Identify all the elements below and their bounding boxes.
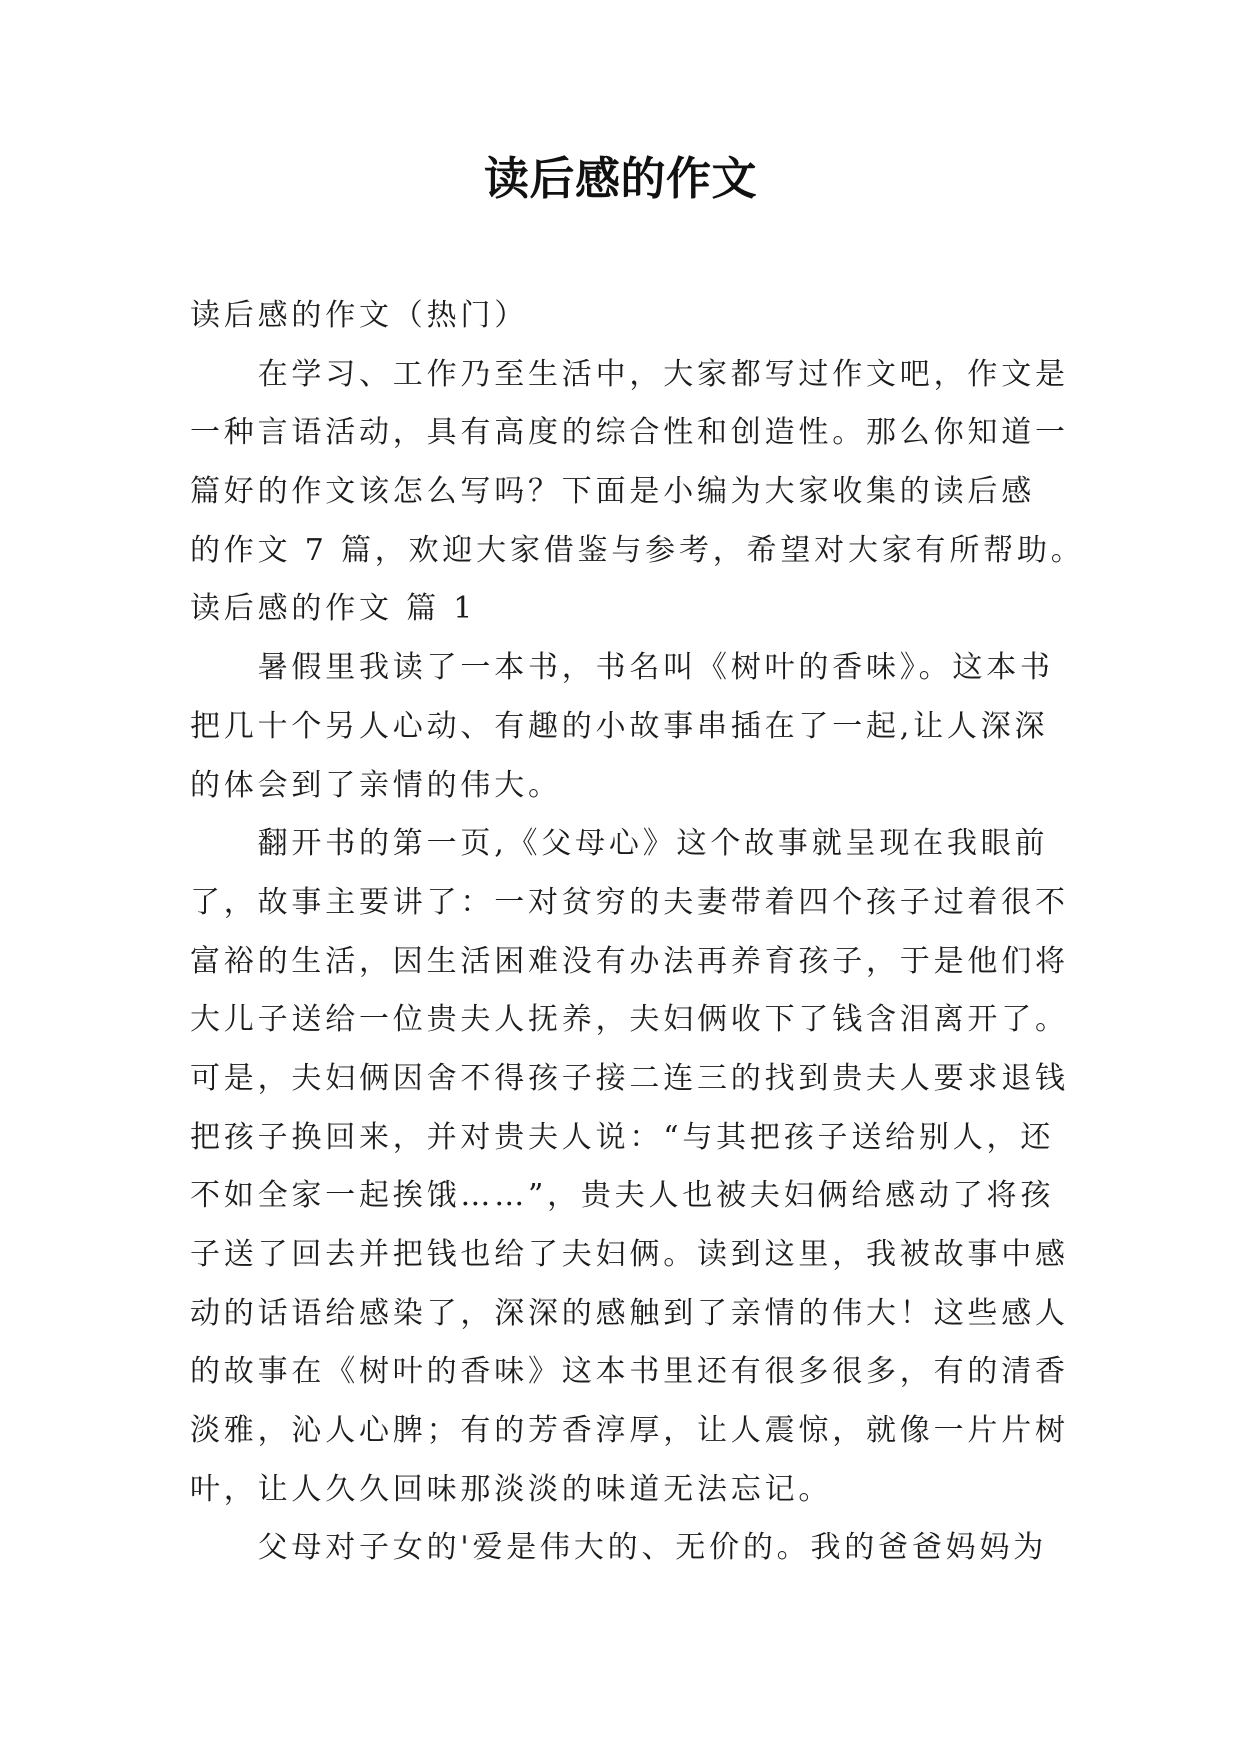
page-title: 读后感的作文 bbox=[483, 152, 757, 205]
section-heading: 读后感的作文 篇 1 bbox=[190, 591, 477, 627]
paragraph-line: 把几十个另人心动、有趣的小故事串插在了一起,让人深深 bbox=[190, 708, 1049, 744]
paragraph-line: 父母对子女的'爱是伟大的、无价的。我的爸爸妈妈为 bbox=[257, 1530, 1048, 1566]
paragraph-line: 子送了回去并把钱也给了夫妇俩。读到这里，我被故事中感 bbox=[190, 1237, 1069, 1272]
paragraph bbox=[190, 1519, 1150, 1578]
intro-paragraph bbox=[190, 346, 1150, 581]
paragraph-line: 在学习、工作乃至生活中，大家都写过作文吧，作文是 bbox=[257, 356, 1069, 392]
paragraph-line: 淡雅，沁人心脾；有的芳香淳厚，让人震惊，就像一片片树 bbox=[190, 1413, 1069, 1449]
paragraph-line: 大儿子送给一位贵夫人抚养，夫妇俩收下了钱含泪离开了。 bbox=[190, 1002, 1069, 1038]
paragraph-line: 可是，夫妇俩因舍不得孩子接二连三的找到贵夫人要求退钱 bbox=[190, 1060, 1069, 1096]
paragraph bbox=[190, 815, 1150, 1519]
paragraph-line: 的作文 7 篇，欢迎大家借鉴与参考，希望对大家有所帮助。 bbox=[190, 532, 1085, 568]
paragraph-line: 的故事在《树叶的香味》这本书里还有很多很多，有的清香 bbox=[190, 1354, 1069, 1390]
paragraph-line: 一种言语活动，具有高度的综合性和创造性。那么你知道一 bbox=[190, 415, 1069, 451]
paragraph-line: 叶，让人久久回味那淡淡的味道无法忘记。 bbox=[190, 1471, 833, 1507]
document-body bbox=[190, 287, 1150, 1578]
paragraph-line: 了，故事主要讲了：一对贫穷的夫妻带着四个孩子过着很不 bbox=[190, 884, 1069, 920]
paragraph-line: 暑假里我读了一本书，书名叫《树叶的香味》。这本书 bbox=[257, 650, 1054, 686]
paragraph-line: 翻开书的第一页,《父母心》这个故事就呈现在我眼前 bbox=[257, 826, 1049, 862]
document-heading: 读后感的作文（热门） bbox=[190, 298, 528, 333]
paragraph-line: 不如全家一起挨饿……”，贵夫人也被夫妇俩给感动了将孩 bbox=[190, 1178, 1055, 1214]
paragraph-line: 把孩子换回来，并对贵夫人说：“与其把孩子送给别人，还 bbox=[190, 1119, 1055, 1155]
paragraph-line: 富裕的生活，因生活困难没有办法再养育孩子，于是他们将 bbox=[190, 943, 1069, 979]
paragraph-line: 动的话语给感染了，深深的感触到了亲情的伟大！这些感人 bbox=[190, 1295, 1069, 1331]
paragraph-line: 的体会到了亲情的伟大。 bbox=[190, 767, 562, 803]
paragraph-line: 篇好的作文该怎么写吗？下面是小编为大家收集的读后感 bbox=[190, 474, 1035, 510]
paragraph bbox=[190, 639, 1150, 815]
